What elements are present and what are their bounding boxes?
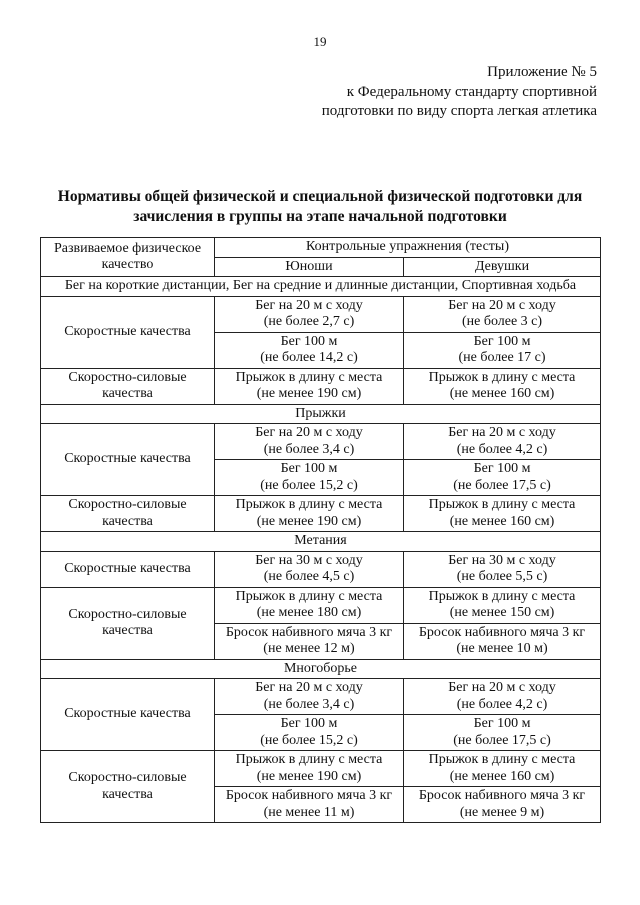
cell-line: (не более 15,2 с) bbox=[260, 477, 358, 493]
document-title bbox=[40, 187, 600, 226]
cell-line: (не более 14,2 с) bbox=[260, 350, 358, 365]
cell-line: Бег на 20 м с ходу bbox=[448, 297, 556, 313]
quality-cell: Скоростно-силовые качества bbox=[41, 496, 215, 532]
boys-test-cell bbox=[215, 679, 404, 715]
table-row bbox=[41, 551, 601, 587]
cell-line: Бег на 30 м с ходу bbox=[255, 552, 363, 568]
cell-line: (не менее 160 см) bbox=[449, 513, 555, 529]
table-row bbox=[41, 296, 601, 332]
cell-line: (не менее 150 см) bbox=[449, 605, 555, 620]
section-title: Многоборье bbox=[41, 659, 601, 679]
cell-line: (не менее 12 м) bbox=[263, 641, 355, 656]
cell-line: Прыжок в длину с места bbox=[428, 752, 576, 767]
cell-line: (не менее 9 м) bbox=[459, 804, 545, 820]
boys-test-cell bbox=[215, 496, 404, 532]
table-row bbox=[41, 587, 601, 623]
cell-line: Бег 100 м bbox=[280, 716, 338, 731]
boys-test-cell bbox=[215, 424, 404, 460]
boys-test-cell bbox=[215, 551, 404, 587]
section-row bbox=[41, 277, 601, 297]
girls-test-cell bbox=[404, 332, 601, 368]
section-row bbox=[41, 532, 601, 552]
cell-line: (не менее 190 см) bbox=[256, 768, 362, 784]
table-row bbox=[41, 751, 601, 787]
girls-test-cell bbox=[404, 623, 601, 659]
header-quality: Развиваемое физическое качество bbox=[41, 238, 215, 277]
cell-line: (не менее 160 см) bbox=[449, 768, 555, 784]
cell-line: Прыжок в длину с места bbox=[428, 588, 576, 604]
cell-line: (не более 17,5 с) bbox=[453, 477, 551, 493]
table-body bbox=[41, 277, 601, 823]
section-title: Бег на короткие дистанции, Бег на средние и длинные дистанции, Спортивная ходьба bbox=[41, 277, 601, 297]
appendix-line-2: к Федеральному стандарту спортивной bbox=[346, 83, 597, 100]
boys-test-cell bbox=[215, 296, 404, 332]
cell-line: Бег 100 м bbox=[280, 461, 338, 476]
table-row bbox=[41, 424, 601, 460]
boys-test-cell bbox=[215, 623, 404, 659]
cell-line: (не менее 11 м) bbox=[263, 804, 355, 820]
cell-line: Прыжок в длину с места bbox=[428, 369, 576, 385]
cell-line: (не менее 160 см) bbox=[449, 386, 555, 401]
cell-line: Бросок набивного мяча 3 кг bbox=[418, 624, 586, 640]
girls-test-cell bbox=[404, 424, 601, 460]
cell-line: Бег 100 м bbox=[473, 716, 531, 731]
cell-line: Прыжок в длину с места bbox=[235, 588, 383, 604]
cell-line: (не более 5,5 с) bbox=[456, 569, 548, 584]
cell-line: (не более 17,5 с) bbox=[453, 732, 551, 748]
boys-test-cell bbox=[215, 332, 404, 368]
header-tests: Контрольные упражнения (тесты) bbox=[215, 238, 601, 258]
cell-line: Бег 100 м bbox=[473, 461, 531, 476]
girls-test-cell bbox=[404, 296, 601, 332]
girls-test-cell bbox=[404, 751, 601, 787]
girls-test-cell bbox=[404, 496, 601, 532]
cell-line: Бросок набивного мяча 3 кг bbox=[225, 624, 393, 640]
cell-line: (не более 3,4 с) bbox=[263, 441, 355, 457]
cell-line: (не менее 180 см) bbox=[256, 605, 362, 620]
girls-test-cell bbox=[404, 460, 601, 496]
appendix-block bbox=[322, 63, 597, 122]
cell-line: (не более 17 с) bbox=[458, 350, 546, 365]
girls-test-cell bbox=[404, 551, 601, 587]
quality-cell: Скоростно-силовые качества bbox=[41, 751, 215, 823]
cell-line: (не более 4,2 с) bbox=[456, 696, 548, 712]
appendix-line-3: подготовки по виду спорта легкая атлетика bbox=[321, 103, 597, 119]
norms-table bbox=[40, 237, 601, 823]
section-row bbox=[41, 404, 601, 424]
quality-cell: Скоростные качества bbox=[41, 679, 215, 751]
cell-line: Прыжок в длину с места bbox=[235, 369, 383, 385]
appendix-line-1: Приложение № 5 bbox=[487, 64, 597, 80]
boys-test-cell bbox=[215, 368, 404, 404]
cell-line: (не менее 190 см) bbox=[256, 386, 362, 401]
section-row bbox=[41, 659, 601, 679]
cell-line: Прыжок в длину с места bbox=[235, 497, 383, 512]
girls-test-cell bbox=[404, 787, 601, 823]
cell-line: Бег на 20 м с ходу bbox=[255, 297, 363, 313]
boys-test-cell bbox=[215, 460, 404, 496]
girls-test-cell bbox=[404, 679, 601, 715]
header-girls: Девушки bbox=[404, 257, 601, 277]
cell-line: Бег на 20 м с ходу bbox=[448, 425, 556, 440]
cell-line: (не менее 10 м) bbox=[456, 641, 548, 656]
quality-cell: Скоростно-силовые качества bbox=[41, 368, 215, 404]
cell-line: (не более 15,2 с) bbox=[260, 732, 358, 748]
quality-cell: Скоростно-силовые качества bbox=[41, 587, 215, 659]
section-title: Прыжки bbox=[41, 404, 601, 424]
cell-line: Бег на 20 м с ходу bbox=[448, 680, 556, 695]
boys-test-cell bbox=[215, 715, 404, 751]
cell-line: Бег на 20 м с ходу bbox=[255, 425, 363, 440]
title-line-1: Нормативы общей физической и специальной физической подготовки для bbox=[57, 188, 583, 205]
girls-test-cell bbox=[404, 368, 601, 404]
cell-line: (не более 4,2 с) bbox=[456, 441, 548, 457]
cell-line: (не более 2,7 с) bbox=[263, 314, 355, 329]
quality-cell: Скоростные качества bbox=[41, 424, 215, 496]
title-line-2: зачисления в группы на этапе начальной подготовки bbox=[133, 207, 507, 225]
girls-test-cell bbox=[404, 587, 601, 623]
cell-line: Бег на 20 м с ходу bbox=[255, 680, 363, 695]
header-boys: Юноши bbox=[215, 257, 404, 277]
cell-line: Бег 100 м bbox=[473, 333, 531, 349]
girls-test-cell bbox=[404, 715, 601, 751]
table-row bbox=[41, 496, 601, 532]
cell-line: Бросок набивного мяча 3 кг bbox=[225, 788, 393, 803]
cell-line: (не более 4,5 с) bbox=[263, 569, 355, 584]
page-number: 19 bbox=[313, 34, 327, 49]
cell-line: Бег 100 м bbox=[280, 333, 338, 349]
boys-test-cell bbox=[215, 787, 404, 823]
cell-line: Бег на 30 м с ходу bbox=[448, 552, 556, 568]
cell-line: Прыжок в длину с места bbox=[235, 752, 383, 767]
table-row bbox=[41, 368, 601, 404]
cell-line: (не менее 190 см) bbox=[256, 513, 362, 529]
table-row bbox=[41, 679, 601, 715]
section-title: Метания bbox=[41, 532, 601, 552]
boys-test-cell bbox=[215, 587, 404, 623]
cell-line: Прыжок в длину с места bbox=[428, 497, 576, 512]
quality-cell: Скоростные качества bbox=[41, 551, 215, 587]
cell-line: Бросок набивного мяча 3 кг bbox=[418, 788, 586, 803]
cell-line: (не более 3,4 с) bbox=[263, 696, 355, 712]
cell-line: (не более 3 с) bbox=[461, 314, 543, 329]
table-header bbox=[41, 238, 601, 277]
quality-cell: Скоростные качества bbox=[41, 296, 215, 368]
boys-test-cell bbox=[215, 751, 404, 787]
